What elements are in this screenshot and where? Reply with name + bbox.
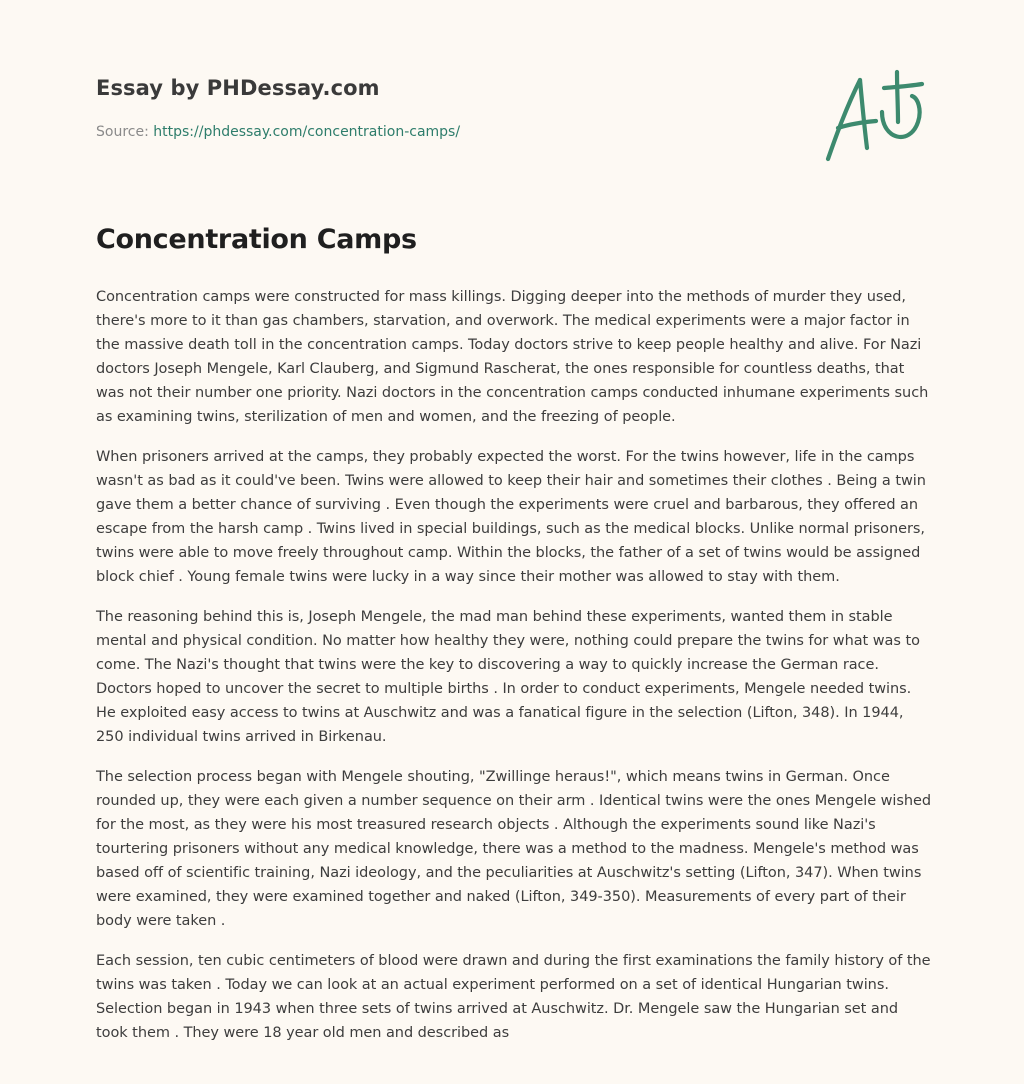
essay-title: Concentration Camps (96, 224, 417, 255)
essay-paragraph: The reasoning behind this is, Joseph Mengele, the mad man behind these experiments, wanted them in stable mental and physical condition. No matter how healthy they were, nothing could prepare the twins for what was to come. The Nazi's thought that twins were the key to discovering a way to quickly increase the German race. Doctors hoped to uncover the secret to multiple births . In order to conduct experiments, Mengele needed twins. He exploited easy access to twins at Auschwitz and was a fanatical figure in the selection (Lifton, 348). In 1944, 250 individual twins arrived in Birkenau. (96, 609, 920, 745)
a-plus-logo-icon (818, 66, 930, 166)
site-brand: Essay by PHDessay.com (96, 76, 380, 100)
source-line (96, 124, 460, 140)
essay-paragraph: The selection process began with Mengele shouting, "Zwillinge heraus!", which means twins in German. Once rounded up, they were each given a number sequence on their arm . Identical twins were the ones Mengele wished for the most, as they were his most treasured research objects . Although the experiments sound like Nazi's tourtering prisoners without any medical knowledge, there was a method to the madness. Mengele's method was based off of scientific training, Nazi ideology, and the peculiarities at Auschwitz's setting (Lifton, 347). When twins were examined, they were examined together and naked (Lifton, 349-350). Measurements of every part of their body were taken . (96, 769, 932, 929)
essay-paragraph: When prisoners arrived at the camps, they probably expected the worst. For the twins however, life in the camps wasn't as bad as it could've been. Twins were allowed to keep their hair and sometimes their clothes . Being a twin gave them a better chance of surviving . Even though the experiments were cruel and barbarous, they offered an escape from the harsh camp . Twins lived in special buildings, such as the medical blocks. Unlike normal prisoners, twins were able to move freely throughout camp. Within the blocks, the father of a set of twins would be assigned block chief . Young female twins were lucky in a way since their mother was allowed to stay with them. (96, 449, 926, 585)
essay-paragraph: Concentration camps were constructed for mass killings. Digging deeper into the methods of murder they used, there's more to it than gas chambers, starvation, and overwork. The medical experiments were a major factor in the massive death toll in the concentration camps. Today doctors strive to keep people healthy and alive. For Nazi doctors Joseph Mengele, Karl Clauberg, and Sigmund Rascherat, the ones responsible for countless deaths, that was not their number one priority. Nazi doctors in the concentration camps conducted inhumane experiments such as examining twins, sterilization of men and women, and the freezing of people. (96, 289, 929, 425)
source-label: Source: (96, 124, 154, 140)
essay-body (96, 285, 932, 1061)
essay-paragraph: Each session, ten cubic centimeters of blood were drawn and during the first examinations the family history of the twins was taken . Today we can look at an actual experiment performed on a set of identical Hungarian twins. Selection began in 1943 when three sets of twins arrived at Auschwitz. Dr. Mengele saw the Hungarian set and took them . They were 18 year old men and described as (96, 953, 931, 1041)
source-link[interactable]: https://phdessay.com/concentration-camps/ (153, 124, 461, 140)
